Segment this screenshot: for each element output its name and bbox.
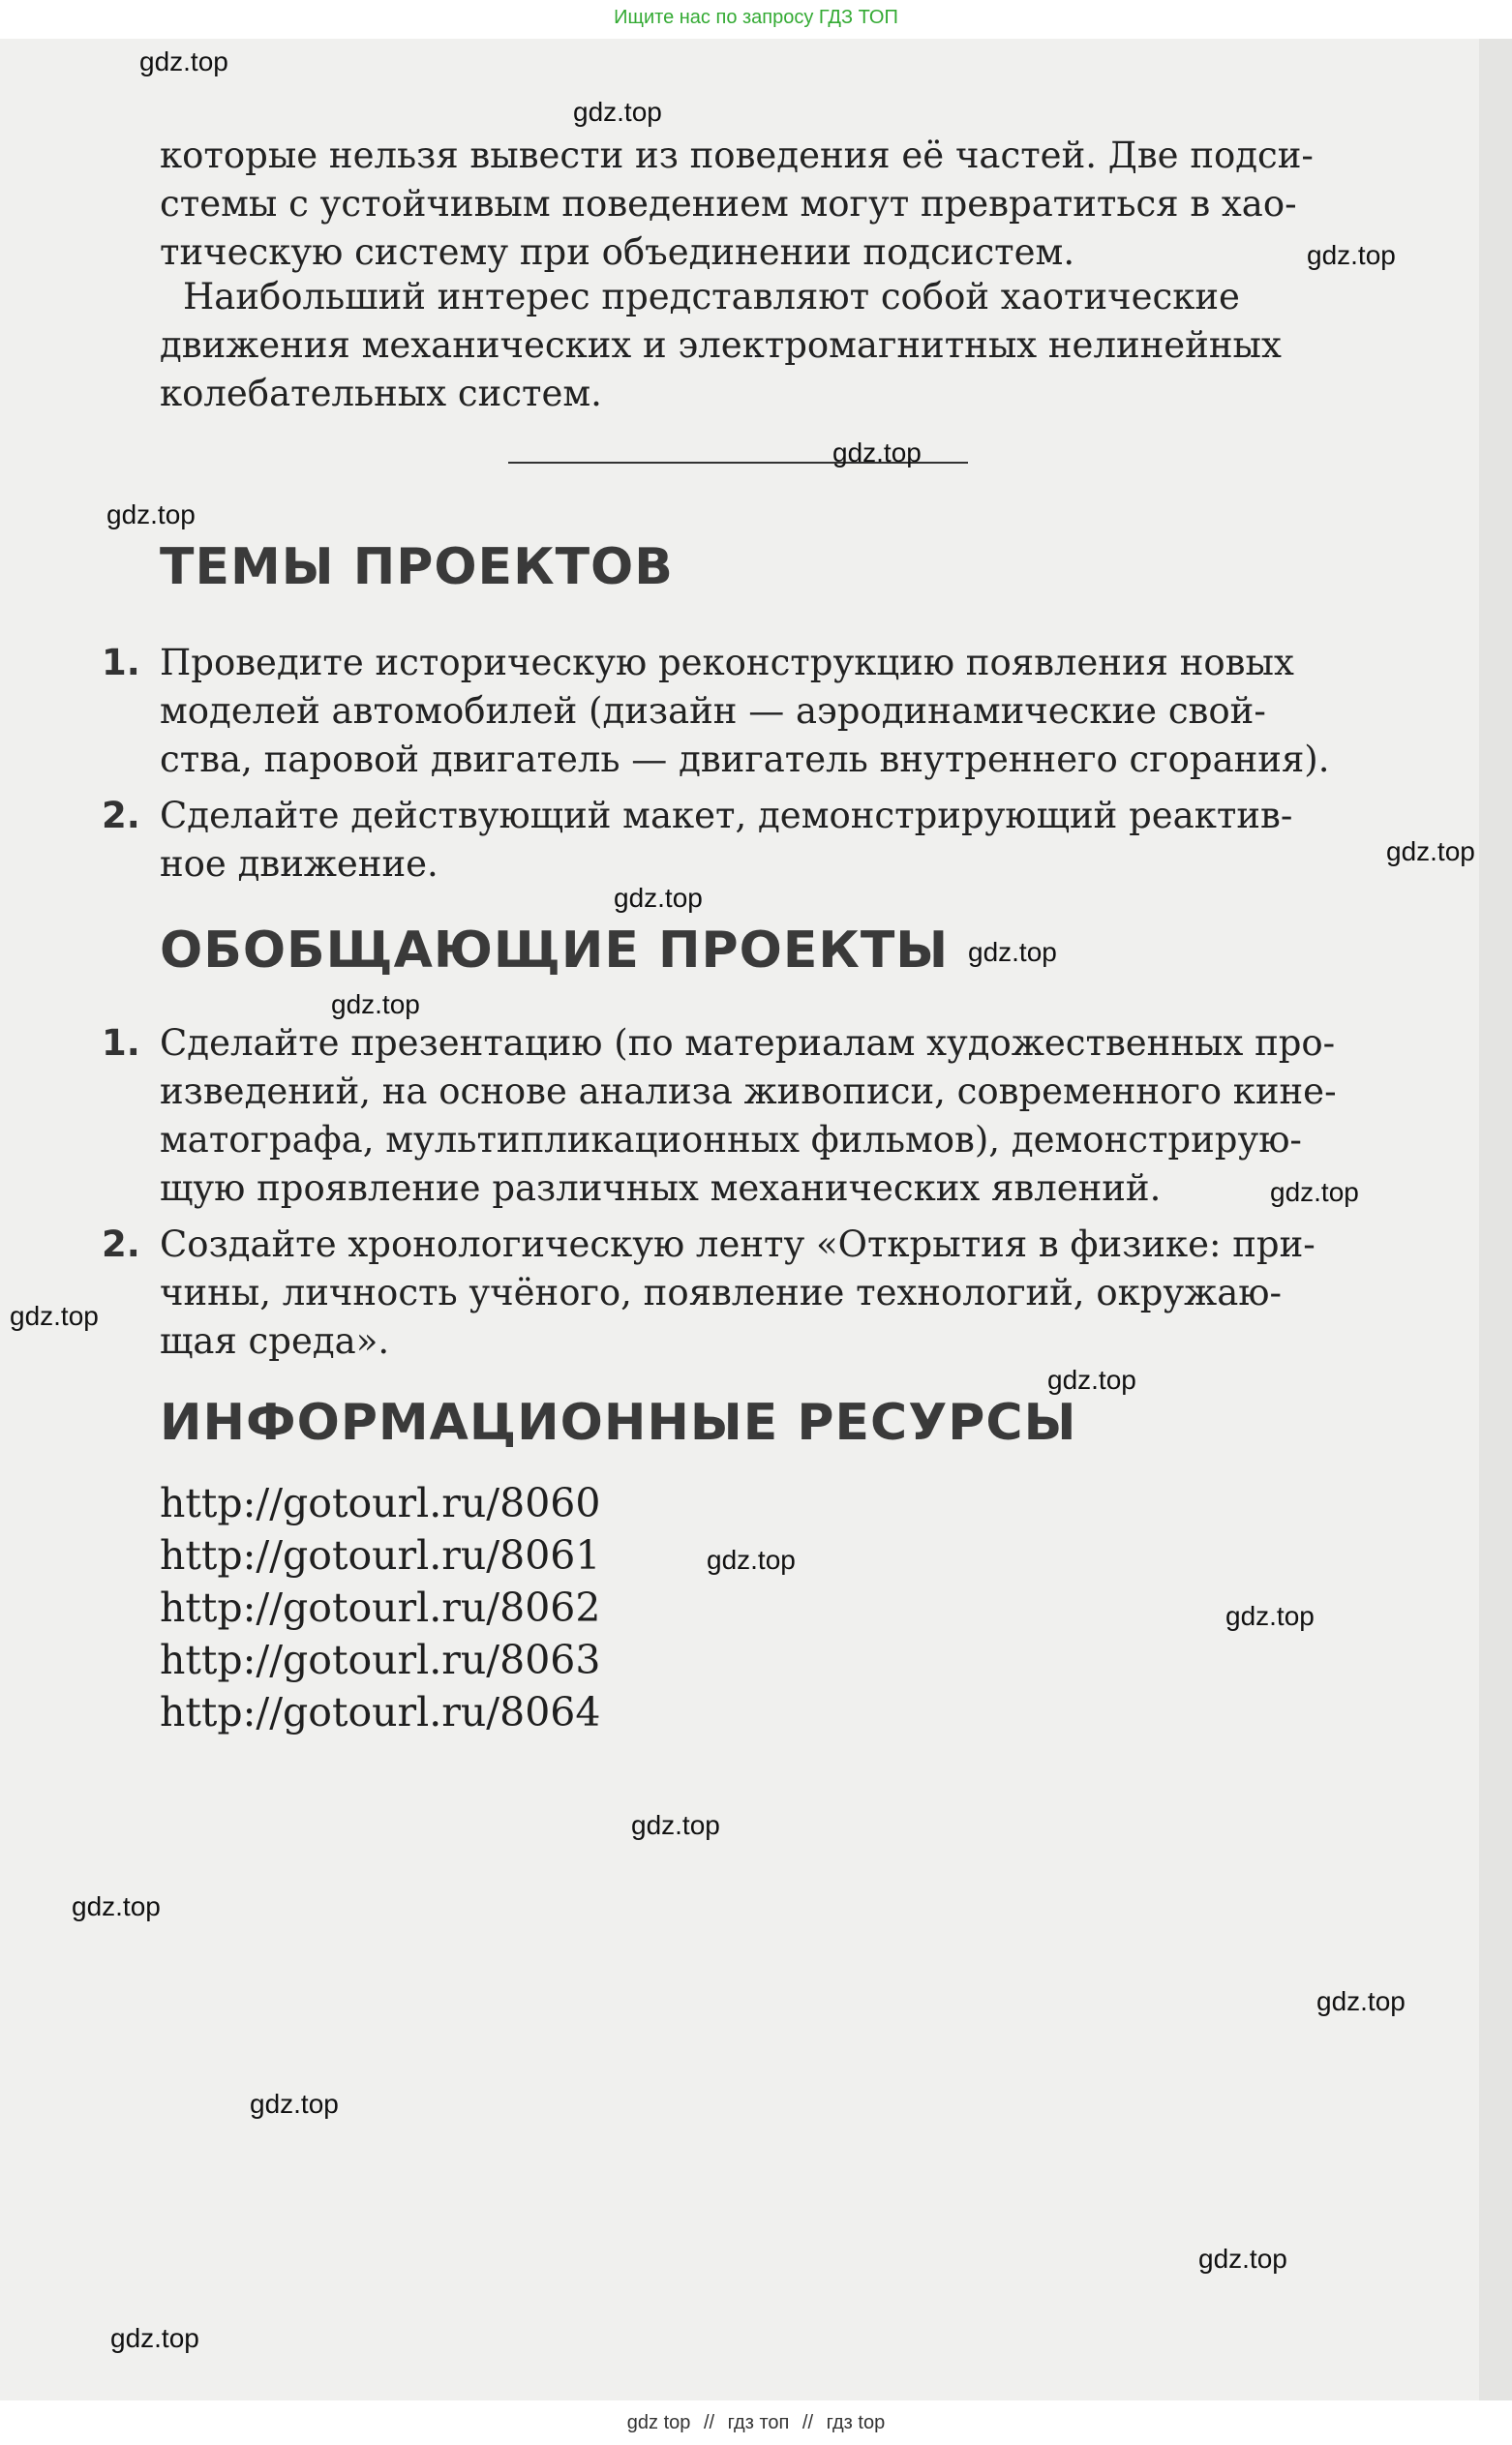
item-line: Сделайте презентацию (по материалам художественных про-	[160, 1022, 1336, 1064]
item-line: Сделайте действующий макет, демонстрирующий реактив-	[160, 795, 1293, 836]
intro-line: тическую систему при объединении подсистем.	[160, 231, 1075, 273]
intro-line: стемы с устойчивым поведением могут превратиться в хао-	[160, 183, 1297, 225]
footer-separator: //	[703, 2412, 715, 2433]
list-item	[160, 1529, 600, 1582]
watermark: gdz.top	[331, 989, 420, 1019]
item-line: щая среда».	[160, 1320, 390, 1362]
list-item	[102, 639, 1375, 784]
watermark: gdz.top	[72, 1891, 161, 1921]
watermark: gdz.top	[1225, 1601, 1315, 1631]
resource-link[interactable]: http://gotourl.ru/8061	[160, 1532, 601, 1579]
resource-link[interactable]: http://gotourl.ru/8064	[160, 1689, 601, 1736]
watermark: gdz.top	[968, 937, 1057, 967]
item-line: моделей автомобилей (дизайн — аэродинамические свой-	[160, 690, 1266, 732]
watermark: gdz.top	[110, 2323, 199, 2353]
watermark: gdz.top	[614, 883, 703, 913]
item-line: ства, паровой двигатель — двигатель внутреннего сгорания).	[160, 739, 1330, 780]
resource-link[interactable]: http://gotourl.ru/8062	[160, 1585, 601, 1631]
watermark: gdz.top	[1307, 240, 1396, 270]
list-item	[102, 792, 1375, 889]
page-edge	[1479, 39, 1512, 2400]
search-banner: Ищите нас по запросу ГДЗ ТОП	[0, 0, 1512, 39]
resource-links	[160, 1477, 600, 1738]
footer-text: гдз top	[826, 2412, 886, 2433]
resource-link[interactable]: http://gotourl.ru/8063	[160, 1637, 601, 1683]
interest-line: колебательных систем.	[160, 373, 602, 414]
interest-line: движения механических и электромагнитных нелинейных	[160, 324, 1282, 366]
item-line: изведений, на основе анализа живописи, современного кине-	[160, 1071, 1337, 1112]
general-heading: ОБОБЩАЮЩИЕ ПРОЕКТЫ	[160, 921, 950, 980]
watermark: gdz.top	[1270, 1177, 1359, 1207]
list-item	[102, 1221, 1375, 1366]
topics-list	[102, 639, 1375, 896]
general-list	[102, 1019, 1375, 1373]
item-number: 1.	[102, 1022, 140, 1064]
item-line: Создайте хронологическую ленту «Открытия в физике: при-	[160, 1223, 1315, 1265]
watermark: gdz.top	[832, 438, 922, 468]
list-item	[160, 1686, 600, 1738]
item-line: ное движение.	[160, 843, 438, 885]
list-item	[160, 1582, 600, 1634]
interest-line: Наибольший интерес представляют собой хаотические	[183, 276, 1240, 317]
watermark: gdz.top	[250, 2089, 339, 2119]
intro-line: которые нельзя вывести из поведения её частей. Две подси-	[160, 135, 1314, 176]
footer-separator: //	[801, 2412, 814, 2433]
item-line: Проведите историческую реконструкцию появления новых	[160, 642, 1294, 683]
item-number: 2.	[102, 1223, 140, 1265]
watermark: gdz.top	[10, 1301, 99, 1331]
footer-bar	[0, 2400, 1512, 2442]
list-item	[160, 1634, 600, 1686]
interest-paragraph	[160, 273, 1375, 418]
footer-text: гдз топ	[727, 2412, 790, 2433]
watermark: gdz.top	[139, 46, 228, 76]
intro-paragraph	[160, 132, 1375, 277]
item-number: 2.	[102, 795, 140, 836]
watermark: gdz.top	[631, 1810, 720, 1840]
watermark: gdz.top	[1047, 1365, 1136, 1395]
watermark: gdz.top	[1198, 2244, 1287, 2274]
item-line: матографа, мультипликационных фильмов), демонстрирую-	[160, 1119, 1302, 1161]
watermark: gdz.top	[573, 97, 662, 127]
topics-heading: ТЕМЫ ПРОЕКТОВ	[160, 538, 674, 596]
item-line: щую проявление различных механических явлений.	[160, 1167, 1162, 1209]
item-line: чины, личность учёного, появление технологий, окружаю-	[160, 1272, 1282, 1313]
watermark: gdz.top	[707, 1545, 796, 1575]
footer-text: gdz top	[626, 2412, 691, 2433]
watermark: gdz.top	[106, 499, 196, 529]
watermark: gdz.top	[1386, 836, 1475, 866]
item-number: 1.	[102, 642, 140, 683]
watermark: gdz.top	[1316, 1986, 1406, 2016]
resources-heading: ИНФОРМАЦИОННЫЕ РЕСУРСЫ	[160, 1394, 1077, 1452]
list-item	[102, 1019, 1375, 1213]
resource-link[interactable]: http://gotourl.ru/8060	[160, 1480, 601, 1526]
list-item	[160, 1477, 600, 1529]
